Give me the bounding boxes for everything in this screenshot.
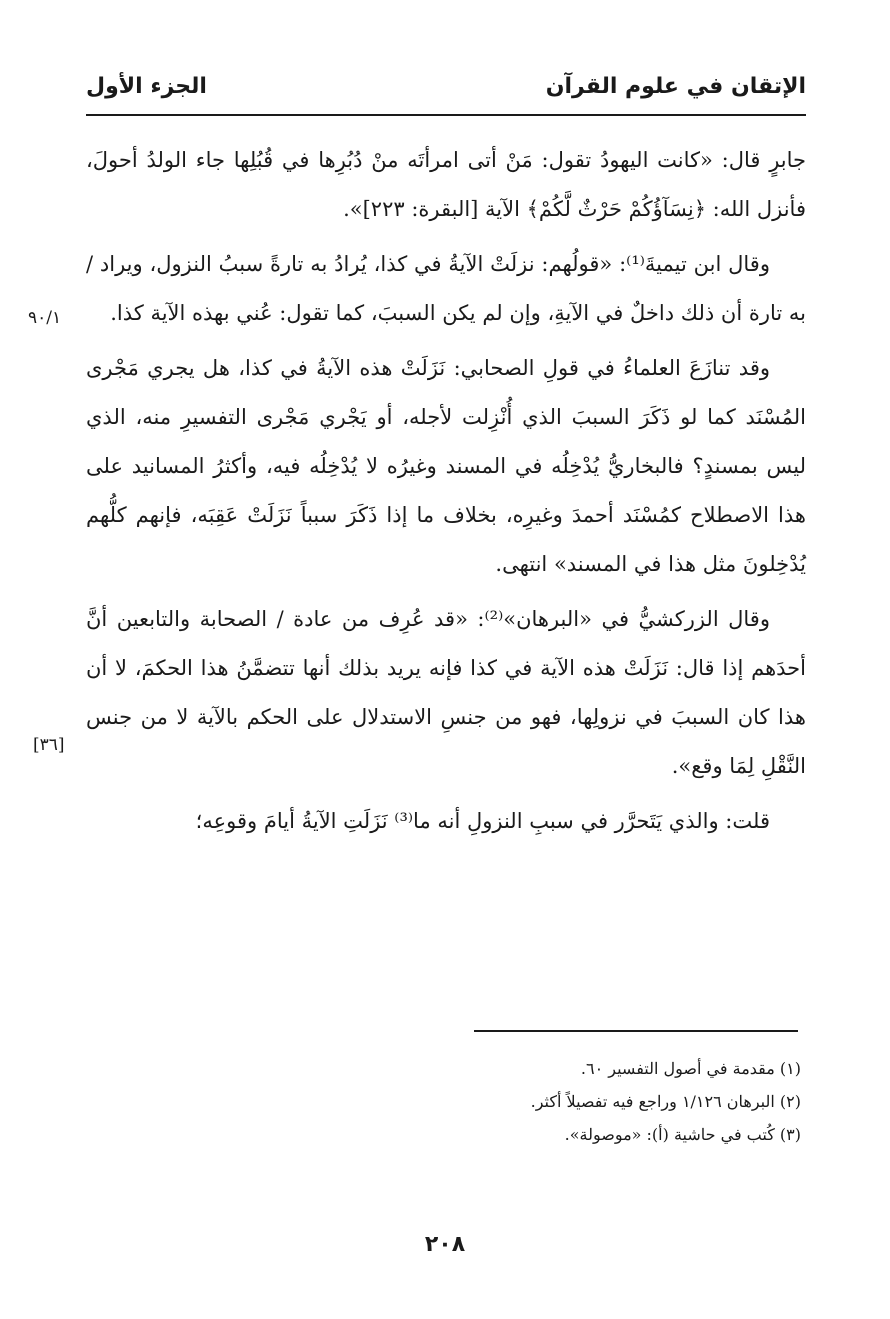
page-number: ٢٠٨: [424, 1232, 466, 1257]
footnote: (٢) البرهان ١/١٢٦ وراجع فيه تفصيلاً أكثر.: [530, 1092, 801, 1111]
volume-page-marker: ٩٠/١: [28, 308, 62, 328]
main-text: [86, 136, 806, 846]
paragraph: جابرٍ قال: «كانت اليهودُ تقول: مَنْ أتى امرأتَه منْ دُبُرِها في قُبُلِها جاء الولدُ أحولَ، فأنزل الله: ﴿نِسَآؤُكُمْ حَرْثٌ لَّكُمْ﴾ الآية [البقرة: ٢٢٣]».: [86, 148, 806, 221]
running-header: [86, 68, 806, 116]
footnotes: [86, 1052, 801, 1151]
footnote: (١) مقدمة في أصول التفسير ٦٠.: [580, 1059, 801, 1078]
paragraph: قلت: والذي يَتَحرَّر في سببِ النزولِ أنه ما⁽³⁾ نَزَلَتِ الآيةُ أيامَ وقوعِه؛: [195, 809, 770, 833]
book-title: الإتقان في علوم القرآن: [545, 74, 806, 99]
paragraph: وقال ابن تيميةَ⁽¹⁾: «قولُهم: نزلَتْ الآيةُ في كذا، يُرادُ به تارةً سببُ النزول، ويراد / به تارة أن ذلك داخلٌ في الآيةِ، وإن لم يكن السببَ، كما تقول: عُني بهذه الآية كذا.: [86, 252, 806, 325]
footnote: (٣) كُتب في حاشية (أ): «موصولة».: [564, 1125, 801, 1144]
part-title: الجزء الأول: [86, 74, 207, 99]
footnote-separator: [474, 1030, 798, 1032]
edition-page-marker: [٣٦]: [33, 735, 65, 755]
paragraph: وقال الزركشيُّ في «البرهان»⁽²⁾: «قد عُرِف من عادة / الصحابة والتابعين أنَّ أحدَهم إذا قال: نَزَلَتْ هذه الآية في كذا فإنه يريد بذلك أنها تتضمَّنُ هذا الحكمَ، لا أن هذا كان السببَ في نزولِها، فهو من جنسِ الاستدلال على الحكم بالآية لا من جنس النَّقْلِ لِمَا وقع».: [86, 607, 806, 778]
paragraph: وقد تنازَعَ العلماءُ في قولِ الصحابي: نَزَلَتْ هذه الآيةُ في كذا، هل يجري مَجْرى المُسْنَد كما لو ذَكَرَ السببَ الذي أُنْزِلت لأجله، أو يَجْري مَجْرى التفسيرِ منه، الذي ليس بمسندٍ؟ فالبخاريُّ يُدْخِلُه في المسند وغيرُه لا يُدْخِلُه فيه، وأكثرُ المسانيد على هذا الاصطلاح كمُسْنَد أحمدَ وغيرِه، بخلاف ما إذا ذَكَرَ سبباً نَزَلَتْ عَقِبَه، فإنهم كلُّهم يُدْخِلونَ مثل هذا في المسند» انتهى.: [86, 356, 806, 576]
